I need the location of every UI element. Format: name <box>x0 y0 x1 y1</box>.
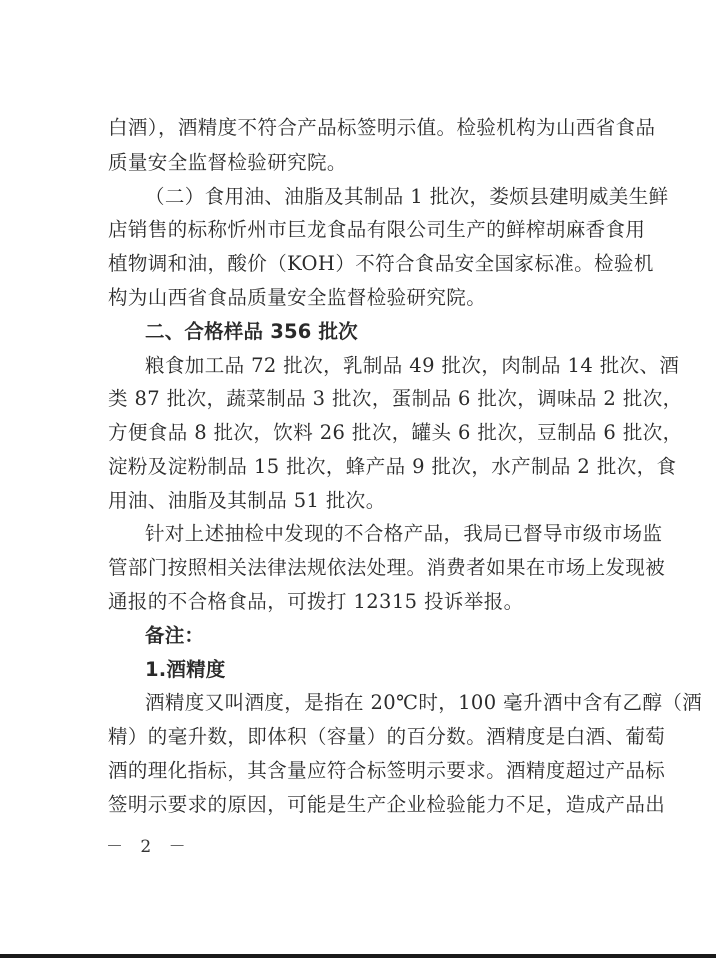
paragraph-line: 淀粉及淀粉制品 15 批次，蜂产品 9 批次，水产制品 2 批次，食 <box>108 455 677 478</box>
paragraph-line: 通报的不合格食品，可拨打 12315 投诉举报。 <box>108 590 524 613</box>
paragraph-line: （二）食用油、油脂及其制品 1 批次，娄烦县建明威美生鲜 <box>145 185 669 208</box>
note-title: 1.酒精度 <box>145 658 226 681</box>
paragraph-line: 植物调和油，酸价（KOH）不符合食品安全国家标准。检验机 <box>108 252 654 275</box>
paragraph-line: 类 87 批次，蔬菜制品 3 批次，蛋制品 6 批次，调味品 2 批次， <box>108 387 683 410</box>
page-bottom-edge <box>0 954 716 958</box>
paragraph-line: 粮食加工品 72 批次，乳制品 49 批次，肉制品 14 批次、酒 <box>145 354 680 377</box>
page-number: － 2 － <box>106 837 192 857</box>
paragraph-line: 酒精度又叫酒度，是指在 20℃时，100 毫升酒中含有乙醇（酒 <box>145 691 703 714</box>
paragraph-line: 酒的理化指标，其含量应符合标签明示要求。酒精度超过产品标 <box>108 759 666 782</box>
paragraph-line: 用油、油脂及其制品 51 批次。 <box>108 489 386 512</box>
paragraph-line: 方便食品 8 批次，饮料 26 批次，罐头 6 批次，豆制品 6 批次， <box>108 421 683 444</box>
paragraph-line: 针对上述抽检中发现的不合格产品，我局已督导市级市场监 <box>145 522 663 545</box>
paragraph-line: 构为山西省食品质量安全监督检验研究院。 <box>108 286 487 309</box>
paragraph-line: 签明示要求的原因，可能是生产企业检验能力不足，造成产品出 <box>108 793 666 816</box>
paragraph-line: 管部门按照相关法律法规依法处理。消费者如果在市场上发现被 <box>108 556 666 579</box>
section-heading: 二、合格样品 356 批次 <box>145 320 358 343</box>
paragraph-line: 质量安全监督检验研究院。 <box>108 151 347 174</box>
notes-heading: 备注： <box>145 624 205 647</box>
paragraph-line: 精）的毫升数，即体积（容量）的百分数。酒精度是白酒、葡萄 <box>108 725 666 748</box>
paragraph-line: 白酒），酒精度不符合产品标签明示值。检验机构为山西省食品 <box>108 116 656 139</box>
paragraph-line: 店销售的标称忻州市巨龙食品有限公司生产的鲜榨胡麻香食用 <box>108 218 646 241</box>
